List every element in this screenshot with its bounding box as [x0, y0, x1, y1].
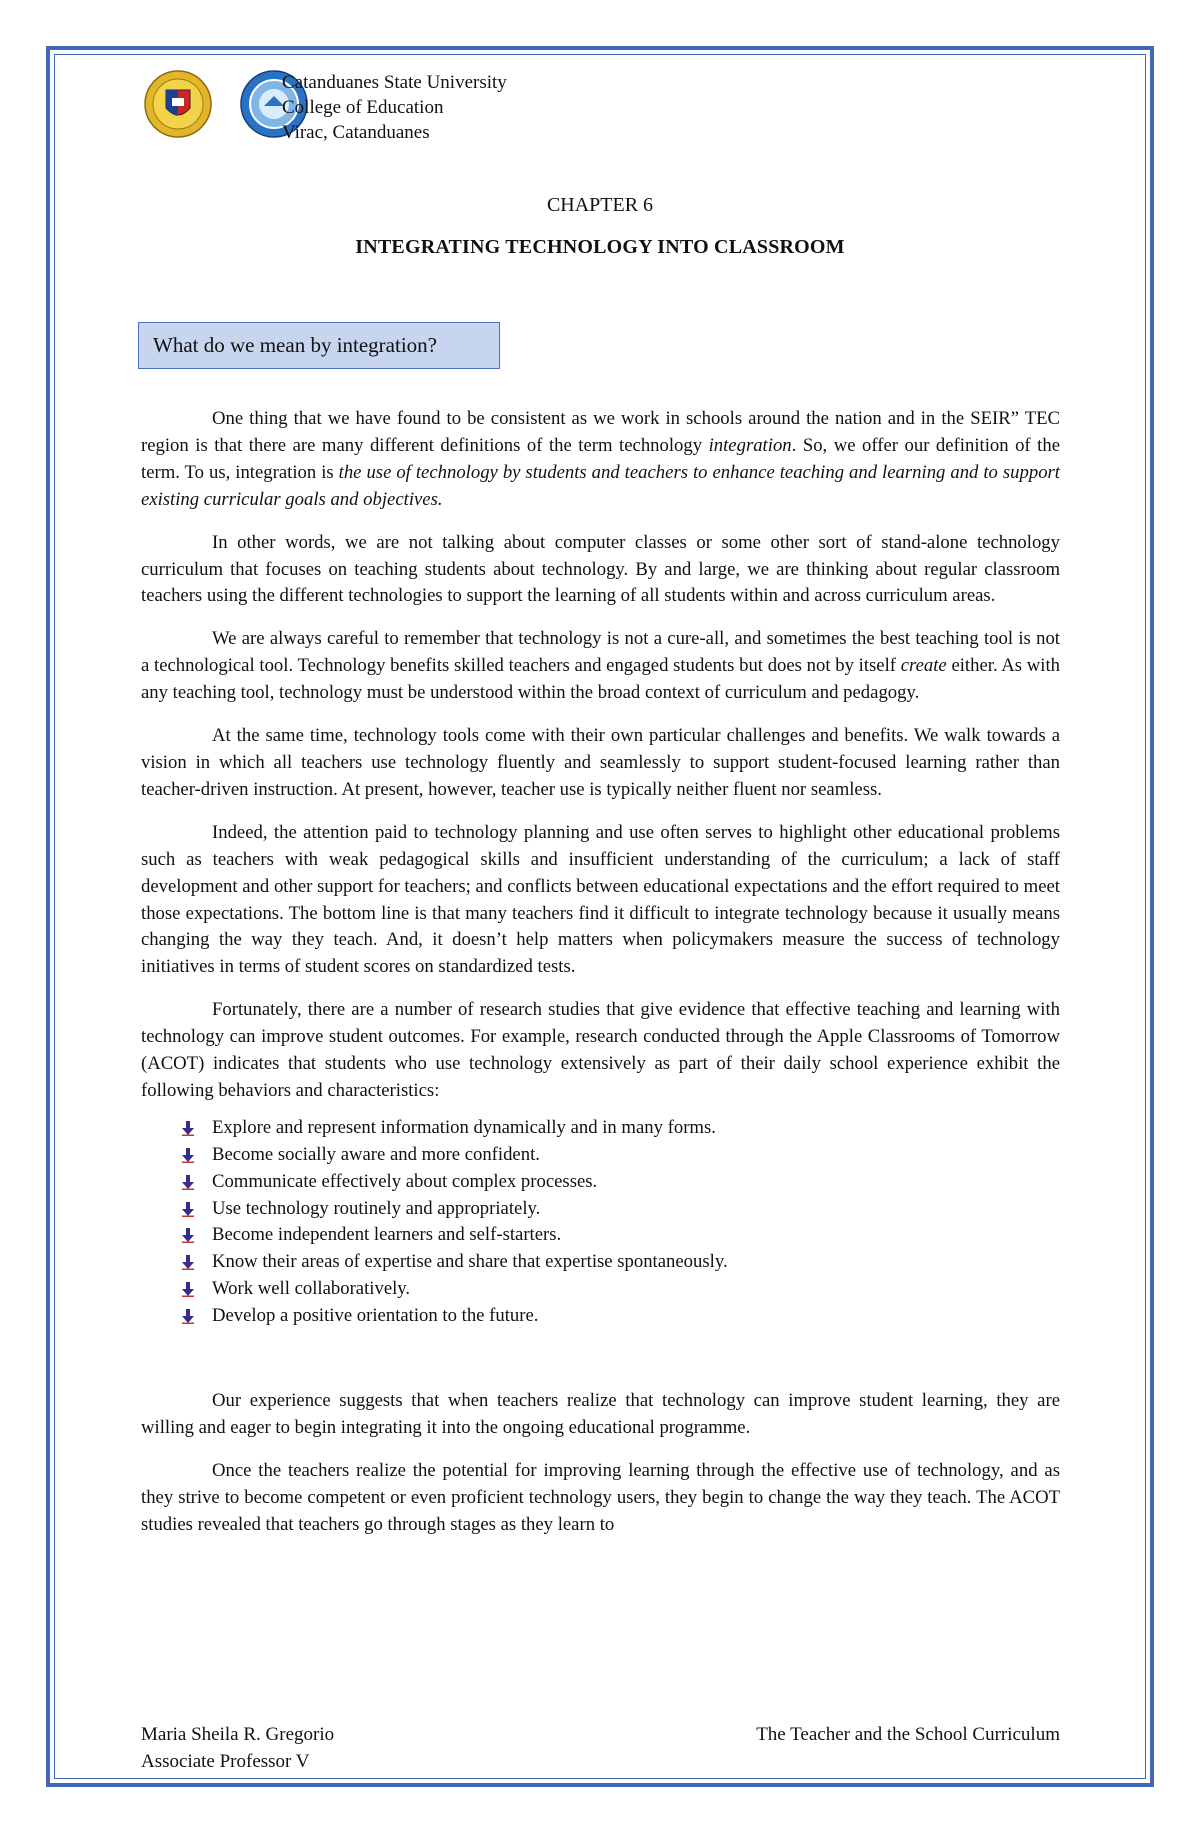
footer-author-block — [141, 1721, 334, 1775]
university-seal-logo — [144, 70, 212, 138]
university-header — [282, 70, 507, 145]
arrow-bullet-icon — [181, 1254, 195, 1270]
footer-position: Associate Professor V — [141, 1751, 310, 1772]
integration-term: integration — [708, 434, 792, 456]
arrow-bullet-icon — [181, 1308, 195, 1324]
question-callout-box: What do we mean by integration? — [138, 322, 500, 369]
list-item: Develop a positive orientation to the future. — [181, 1303, 1060, 1330]
list-item: Know their areas of expertise and share that expertise spontaneously. — [181, 1249, 1060, 1276]
arrow-bullet-icon — [181, 1120, 195, 1136]
behaviors-list — [141, 1115, 1060, 1330]
paragraph-1: One thing that we have found to be consistent as we work in schools around the nation and in the SEIR” TEC region is that there are many different definitions of the term technology integration. So, we offer our definition of the term. To us, integration is the use of technology by students and teachers to enhance teaching and learning and to support existing curricular goals and objectives. — [141, 408, 1060, 510]
arrow-bullet-icon — [181, 1201, 195, 1217]
paragraph-7: Our experience suggests that when teachers realize that technology can improve student learning, they are willing and eager to begin integrating it into the ongoing educational programme. — [141, 1390, 1060, 1438]
create-term: create — [900, 655, 947, 677]
paragraph-5: Indeed, the attention paid to technology planning and use often serves to highlight other educational problems such as teachers with weak pedagogical skills and insufficient understanding of the curriculum; a lack of staff development and other support for teachers; and conflicts between educational expectations and the effort required to meet those expectations. The bottom line is that many teachers find it difficult to integrate technology because it usually means changing the way they teach. And, it doesn’t help matters when policymakers measure the success of technology initiatives in terms of student scores on standardized tests. — [141, 821, 1060, 978]
list-item: Become socially aware and more confident. — [181, 1142, 1060, 1169]
arrow-bullet-icon — [181, 1227, 195, 1243]
paragraph-2: In other words, we are not talking about computer classes or some other sort of stand-alone technology curriculum that focuses on teaching students about technology. By and large, we are thinking about regular classroom teachers using the different technologies to support the learning of all students within and across curriculum areas. — [141, 531, 1060, 607]
integration-definition: the use of technology by students and teachers to enhance teaching and learning and to support existing curricular goals and objectives. — [141, 461, 1060, 510]
arrow-bullet-icon — [181, 1281, 195, 1297]
list-item: Communicate effectively about complex processes. — [181, 1169, 1060, 1196]
university-location: Virac, Catanduanes — [282, 122, 430, 143]
list-item: Work well collaboratively. — [181, 1276, 1060, 1303]
paragraph-4: At the same time, technology tools come with their own particular challenges and benefits. We walk towards a vision in which all teachers use technology fluently and seamlessly to support student-focused learning rather than teacher-driven instruction. At present, however, teacher use is typically neither fluent nor seamless. — [141, 725, 1060, 800]
chapter-label: CHAPTER 6 — [546, 194, 654, 216]
page-title: INTEGRATING TECHNOLOGY INTO CLASSROOM — [355, 236, 845, 258]
list-item: Explore and represent information dynamically and in many forms. — [181, 1115, 1060, 1142]
university-name: Catanduanes State University — [282, 72, 507, 93]
section-spacer — [141, 1340, 1060, 1388]
paragraph-8: Once the teachers realize the potential for improving learning through the effective use of technology, and as they strive to become competent or even proficient technology users, they begin to change the way they teach. The ACOT studies revealed that teachers go through stages as they learn to — [141, 1459, 1060, 1535]
list-item: Become independent learners and self-starters. — [181, 1222, 1060, 1249]
footer-author: Maria Sheila R. Gregorio — [141, 1724, 335, 1745]
footer-course-title: The Teacher and the School Curriculum — [756, 1724, 1060, 1745]
college-name: College of Education — [282, 97, 444, 118]
list-item: Use technology routinely and appropriately. — [181, 1196, 1060, 1223]
paragraph-6: Fortunately, there are a number of research studies that give evidence that effective teaching and learning with technology can improve student outcomes. For example, research conducted through the Apple Classrooms of Tomorrow (ACOT) indicates that students who use technology extensively as part of their daily school experience exhibit the following behaviors and characteristics: — [141, 999, 1060, 1101]
arrow-bullet-icon — [181, 1147, 195, 1163]
arrow-bullet-icon — [181, 1174, 195, 1190]
document-body — [141, 406, 1060, 1555]
paragraph-3: We are always careful to remember that technology is not a cure-all, and sometimes the best teaching tool is not a technological tool. Technology benefits skilled teachers and engaged students but does not by itself create either. As with any teaching tool, technology must be understood within the broad context of curriculum and pedagogy. — [141, 628, 1061, 704]
